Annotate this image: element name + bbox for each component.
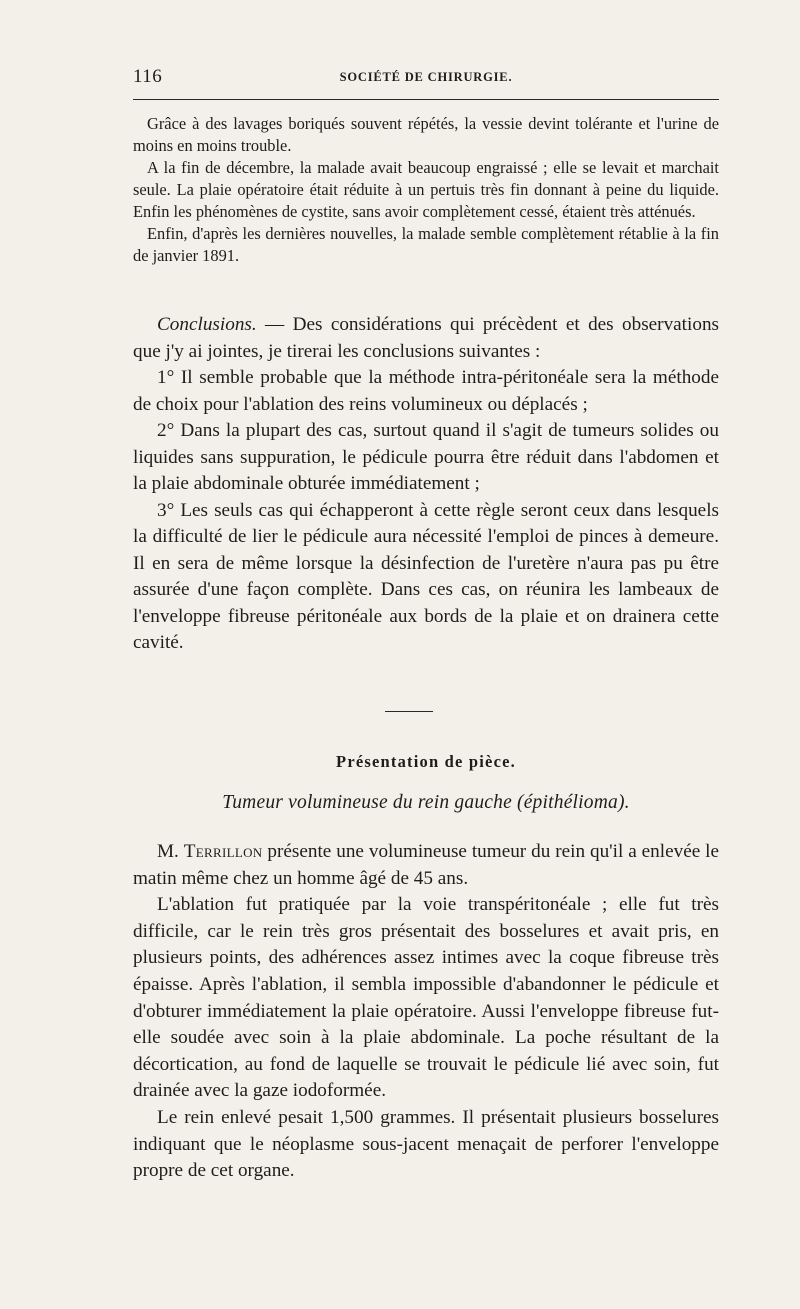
conclusion-item-3: 3° Les seuls cas qui échapperont à cette règle seront ceux dans lesquels la difficulté de lier le pédicule aura nécessité l'emploi de pinces à demeure. Il en sera de même lorsque la désinfection de l'uretère n'aura pas pu être assurée d'une façon complète. Dans ces cas, on réunira les lambeaux de l'enveloppe fibreuse péritonéale aux bords de la plaie et on drainera cette cavité. — [133, 499, 719, 653]
author-name: Terrillon — [183, 841, 263, 862]
case-paragraph-2: A la fin de décembre, la malade avait beaucoup engraissé ; elle se levait et marchait seule. La plaie opératoire était réduite à un pertuis très fin donnant à peine du liquide. Enfin les phénomènes de cystite, sans avoir complètement cessé, étaient très atténués. — [133, 158, 719, 221]
presentation-paragraph-1-text: présente une volumineuse tumeur du rein qu'il a enlevée le matin même chez un homme âgé de 45 ans. — [133, 841, 719, 889]
conclusions-section — [133, 312, 719, 657]
case-paragraph-1: Grâce à des lavages boriqués souvent répétés, la vessie devint tolérante et l'urine de moins en moins trouble. — [133, 114, 719, 155]
conclusions-intro — [133, 312, 719, 365]
section-heading: Présentation de pièce. — [336, 752, 516, 771]
presentation-paragraph-1 — [133, 839, 719, 892]
section-subtitle: Tumeur volumineuse du rein gauche (épithélioma). — [222, 792, 630, 813]
page-number: 116 — [133, 66, 163, 87]
section-separator — [385, 711, 433, 712]
case-report-end — [133, 113, 719, 267]
running-title: SOCIÉTÉ DE CHIRURGIE. — [339, 70, 513, 84]
conclusions-label: Conclusions. — [157, 314, 257, 335]
presentation-paragraph-3: Le rein enlevé pesait 1,500 grammes. Il présentait plusieurs bosselures indiquant que le néoplasme sous-jacent menaçait de perforer l'enveloppe propre de cet organe. — [133, 1106, 719, 1182]
conclusion-item-1: 1° Il semble probable que la méthode intra-péritonéale sera la méthode de choix pour l'ablation des reins volumineux ou déplacés ; — [133, 367, 719, 415]
author-prefix: M. — [157, 841, 184, 862]
conclusion-item-2: 2° Dans la plupart des cas, surtout quand il s'agit de tumeurs solides ou liquides sans suppuration, le pédicule pourra être réduit dans l'abdomen et la plaie abdominale obturée immédiatement ; — [133, 420, 719, 494]
presentation-body — [133, 839, 719, 1185]
case-paragraph-3: Enfin, d'après les dernières nouvelles, la malade semble complètement rétablie à la fin de janvier 1891. — [133, 224, 719, 265]
header-rule — [133, 99, 719, 100]
page-header — [133, 66, 719, 96]
presentation-paragraph-2: L'ablation fut pratiquée par la voie transpéritonéale ; elle fut très difficile, car le rein très gros présentait des bosselures et avait pris, en plusieurs points, des adhérences assez intimes avec la coque fibreuse très épaisse. Après l'ablation, il sembla impossible d'abandonner le pédicule et d'obturer immédiatement la plaie opératoire. Aussi l'enveloppe fibreuse fut-elle soudée avec soin à la plaie abdominale. La poche résultant de la décortication, au fond de laquelle se trouvait le pédicule lié avec soin, fut drainée avec la gaze iodoformée. — [133, 894, 719, 1102]
conclusions-intro-text: — Des considérations qui précèdent et des observations que j'y ai jointes, je tirerai les conclusions suivantes : — [133, 314, 719, 362]
